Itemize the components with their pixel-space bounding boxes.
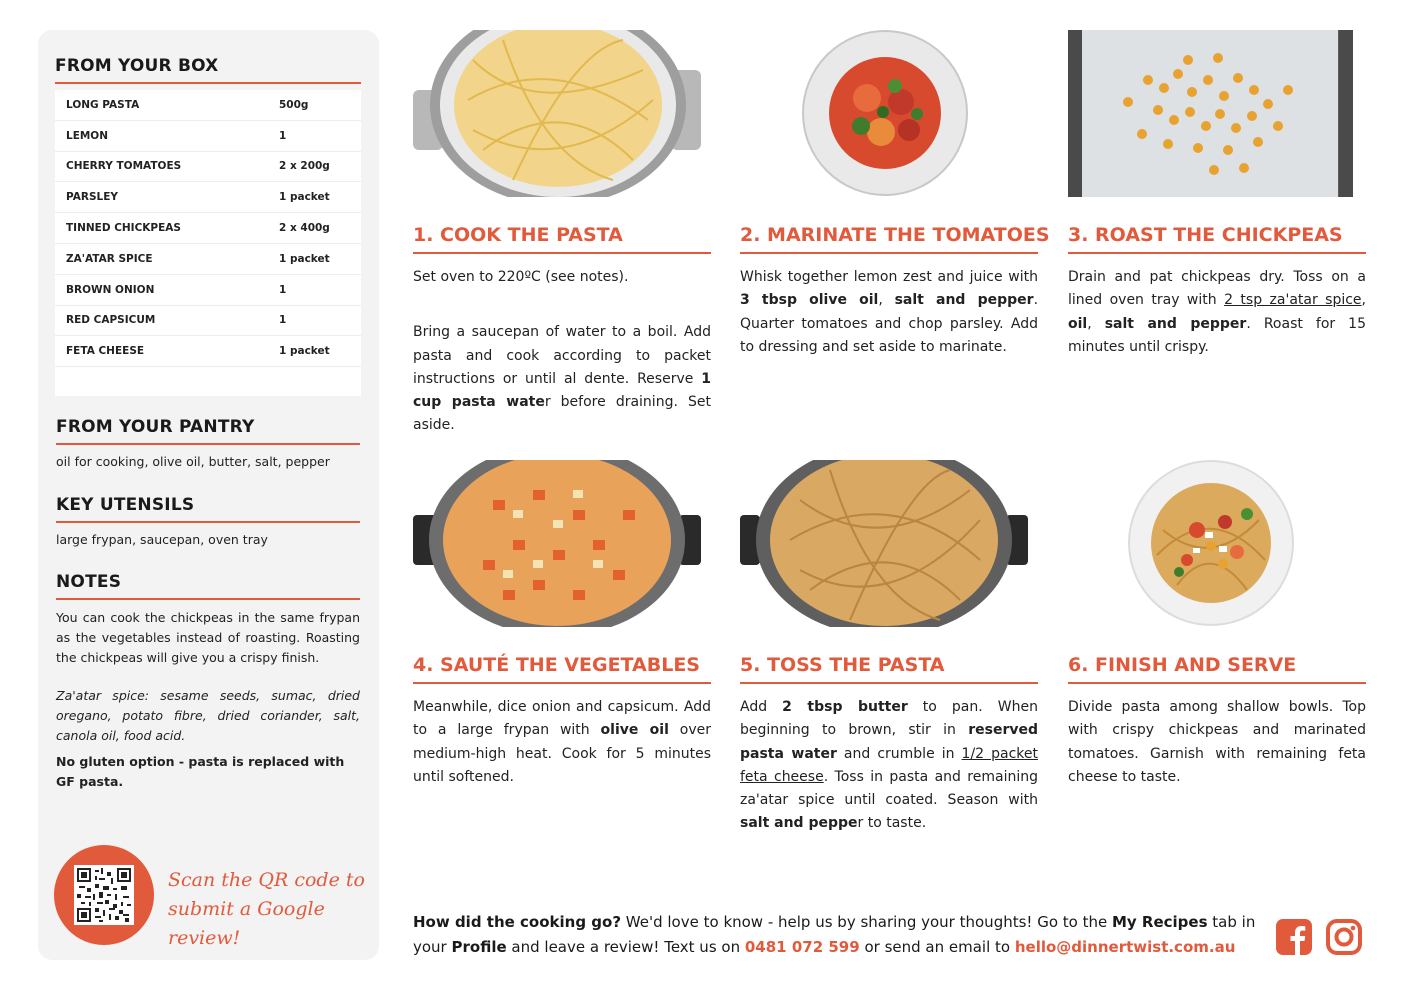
table-row: [55, 213, 361, 244]
profile-label: Profile: [451, 938, 507, 956]
ingredient-name: CHERRY TOMATOES: [66, 160, 182, 173]
text-run: ,: [878, 292, 895, 309]
text-run: . Roast for 15 minutes until crispy.: [1068, 315, 1366, 355]
pantry-title: FROM YOUR PANTRY: [56, 417, 255, 437]
ingredient-qty: 2 x 400g: [279, 222, 330, 235]
qr-caption-line: Scan the QR code to: [168, 869, 365, 891]
ingredient-qty: 1: [279, 129, 287, 142]
pasta-pan-image: [740, 460, 1028, 627]
ingredient-qty: 500g: [279, 98, 309, 111]
ingredient-qty: 1 packet: [279, 345, 330, 358]
table-row: [55, 90, 361, 121]
utensils-text: large frypan, saucepan, oven tray: [56, 532, 268, 547]
ingredients-panel: [38, 30, 379, 960]
step-title: 4. SAUTÉ THE VEGETABLES: [413, 654, 711, 684]
step-text: [413, 321, 711, 437]
text-run: Bring a saucepan of water to a boil. Add pasta and cook according to packet instructions or until al dente. Reserve: [413, 324, 711, 387]
table-row: [55, 121, 361, 152]
divider: [56, 521, 360, 523]
ingredient-qty: 1 packet: [279, 191, 330, 204]
ingredient-name: TINNED CHICKPEAS: [66, 222, 181, 235]
bold-run: salt and pepper: [894, 292, 1034, 309]
zaatar-ingredients: Za'atar spice: sesame seeds, sumac, dried oregano, potato fibre, dried coriander, salt, canola oil, food acid.: [56, 688, 360, 743]
text-run: to pan. When beginning to brown, stir in: [740, 699, 1038, 739]
pasta-pot-image: [413, 30, 701, 197]
marinate-tomatoes-photo: [801, 30, 969, 197]
notes-title: NOTES: [56, 572, 122, 592]
step-3: [1068, 224, 1366, 359]
text-run: Whisk together lemon zest and juice with: [740, 269, 1038, 285]
step-title: 5. TOSS THE PASTA: [740, 654, 1038, 684]
from-your-box: [55, 56, 361, 396]
qr-code-icon: [77, 868, 131, 922]
ingredient-name: FETA CHEESE: [66, 345, 145, 358]
finish-serve-photo: [1127, 460, 1295, 627]
toss-pasta-photo: [740, 460, 1028, 627]
ingredient-name: BROWN ONION: [66, 283, 155, 296]
text-run: . Toss in pasta and remaining za'atar spice until coated. Season with: [740, 768, 1038, 809]
text-run: r to taste.: [857, 815, 927, 832]
qr-badge[interactable]: [54, 845, 154, 945]
step-instructions: [740, 266, 1038, 359]
key-utensils: [56, 495, 360, 550]
ingredient-name: PARSLEY: [66, 191, 118, 204]
text-run: and leave a review! Text us on: [506, 938, 745, 956]
divider: [56, 443, 360, 445]
notes-text: You can cook the chickpeas in the same frypan as the vegetables instead of roasting. Roasting the chickpeas will give you a crispy finish.: [56, 610, 360, 665]
chickpea-tray-image: [1068, 30, 1353, 197]
ingredient-qty: 1: [279, 283, 287, 296]
bold-run: salt and pepper: [1104, 315, 1247, 332]
gluten-note: No gluten option - pasta is replaced with GF pasta.: [56, 754, 345, 789]
table-row: [55, 275, 361, 306]
my-recipes-label: My Recipes: [1111, 913, 1208, 931]
cook-pasta-photo: [413, 30, 701, 197]
saute-vegetables-photo: [413, 460, 701, 627]
divider: [56, 598, 360, 600]
text-run: and crumble in: [836, 745, 962, 762]
from-your-pantry: [56, 417, 360, 472]
step-instructions: [1068, 696, 1366, 789]
text-run: or send an email to: [859, 938, 1015, 956]
bold-run: 1 cup pasta wate: [413, 370, 711, 411]
qr-caption-line: submit a Google review!: [168, 898, 325, 949]
step-6: [1068, 654, 1366, 789]
step-title: 6. FINISH AND SERVE: [1068, 654, 1366, 684]
bold-run: oil: [1068, 315, 1088, 332]
vegetable-pan-image: [413, 460, 701, 627]
table-row: [55, 182, 361, 213]
text-run: over medium-high heat. Cook for 5 minutes until softened.: [413, 722, 711, 785]
pantry-text: oil for cooking, olive oil, butter, salt, pepper: [56, 454, 330, 469]
bold-run: 2 tbsp butter: [782, 699, 908, 715]
bold-run: olive oil: [600, 722, 669, 739]
utensils-title: KEY UTENSILS: [56, 495, 195, 515]
text-run: We'd love to know - help us by sharing your thoughts! Go to the: [621, 913, 1112, 931]
phone-link[interactable]: 0481 072 599: [744, 938, 860, 956]
text-run: . Quarter tomatoes and chop parsley. Add to dressing and set aside to marinate.: [740, 292, 1039, 355]
step-text: Set oven to 220ºC (see notes).: [413, 269, 629, 285]
served-plate-image: [1127, 460, 1295, 627]
bold-run: 3 tbsp olive oil: [740, 292, 879, 309]
text-run: r before draining. Set aside.: [413, 394, 711, 434]
feedback-question: How did the cooking go?: [413, 913, 622, 931]
qr-caption: [168, 866, 368, 953]
text-run: Add: [740, 699, 783, 715]
table-row: [55, 336, 361, 367]
ingredient-name: RED CAPSICUM: [66, 314, 156, 327]
step-title: 3. ROAST THE CHICKPEAS: [1068, 224, 1366, 254]
text-run: Divide pasta among shallow bowls. Top with crispy chickpeas and marinated tomatoes. Garnish with remaining feta cheese to taste.: [1068, 699, 1366, 785]
email-link[interactable]: hello@dinnertwist.com.au: [1014, 938, 1236, 956]
ingredients-table: [55, 90, 361, 396]
ingredient-qty: 1: [279, 314, 287, 327]
facebook-icon[interactable]: [1275, 918, 1313, 956]
step-5: [740, 654, 1038, 836]
step-1: [413, 224, 711, 438]
ingredient-name: ZA'ATAR SPICE: [66, 252, 153, 265]
ingredient-name: LONG PASTA: [66, 98, 140, 111]
from-your-box-title: FROM YOUR BOX: [55, 56, 219, 76]
underlined-run: 2 tsp za'atar spice: [1224, 292, 1362, 309]
notes: [56, 572, 360, 792]
step-title: 2. MARINATE THE TOMATOES: [740, 224, 1038, 254]
text-run: Drain and pat chickpeas dry. Toss on a lined oven tray with: [1068, 269, 1366, 309]
roast-chickpeas-photo: [1068, 30, 1353, 197]
text-run: ,: [1087, 315, 1105, 332]
step-instructions: [413, 266, 711, 438]
qr-code[interactable]: [74, 865, 134, 925]
step-instructions: [1068, 266, 1366, 359]
text-run: ,: [1361, 292, 1366, 309]
bold-run: salt and peppe: [740, 815, 858, 832]
step-title: 1. COOK THE PASTA: [413, 224, 711, 254]
ingredient-qty: 1 packet: [279, 252, 330, 265]
table-row: [55, 152, 361, 183]
feedback-footer: [413, 910, 1263, 960]
table-row: [55, 306, 361, 337]
tomato-bowl-image: [801, 30, 969, 197]
table-row: [55, 244, 361, 275]
text-run: tab in your: [413, 913, 1256, 956]
instagram-icon[interactable]: [1325, 918, 1363, 956]
step-instructions: [413, 696, 711, 789]
step-2: [740, 224, 1050, 359]
divider: [55, 82, 361, 84]
underlined-run: 1/2 packet feta cheese: [740, 745, 1038, 785]
ingredient-name: LEMON: [66, 129, 109, 142]
step-instructions: [740, 696, 1038, 836]
bold-run: reserved pasta water: [740, 722, 1038, 762]
ingredient-qty: 2 x 200g: [279, 160, 330, 173]
step-4: [413, 654, 711, 789]
text-run: Meanwhile, dice onion and capsicum. Add to a large frypan with: [413, 699, 711, 739]
